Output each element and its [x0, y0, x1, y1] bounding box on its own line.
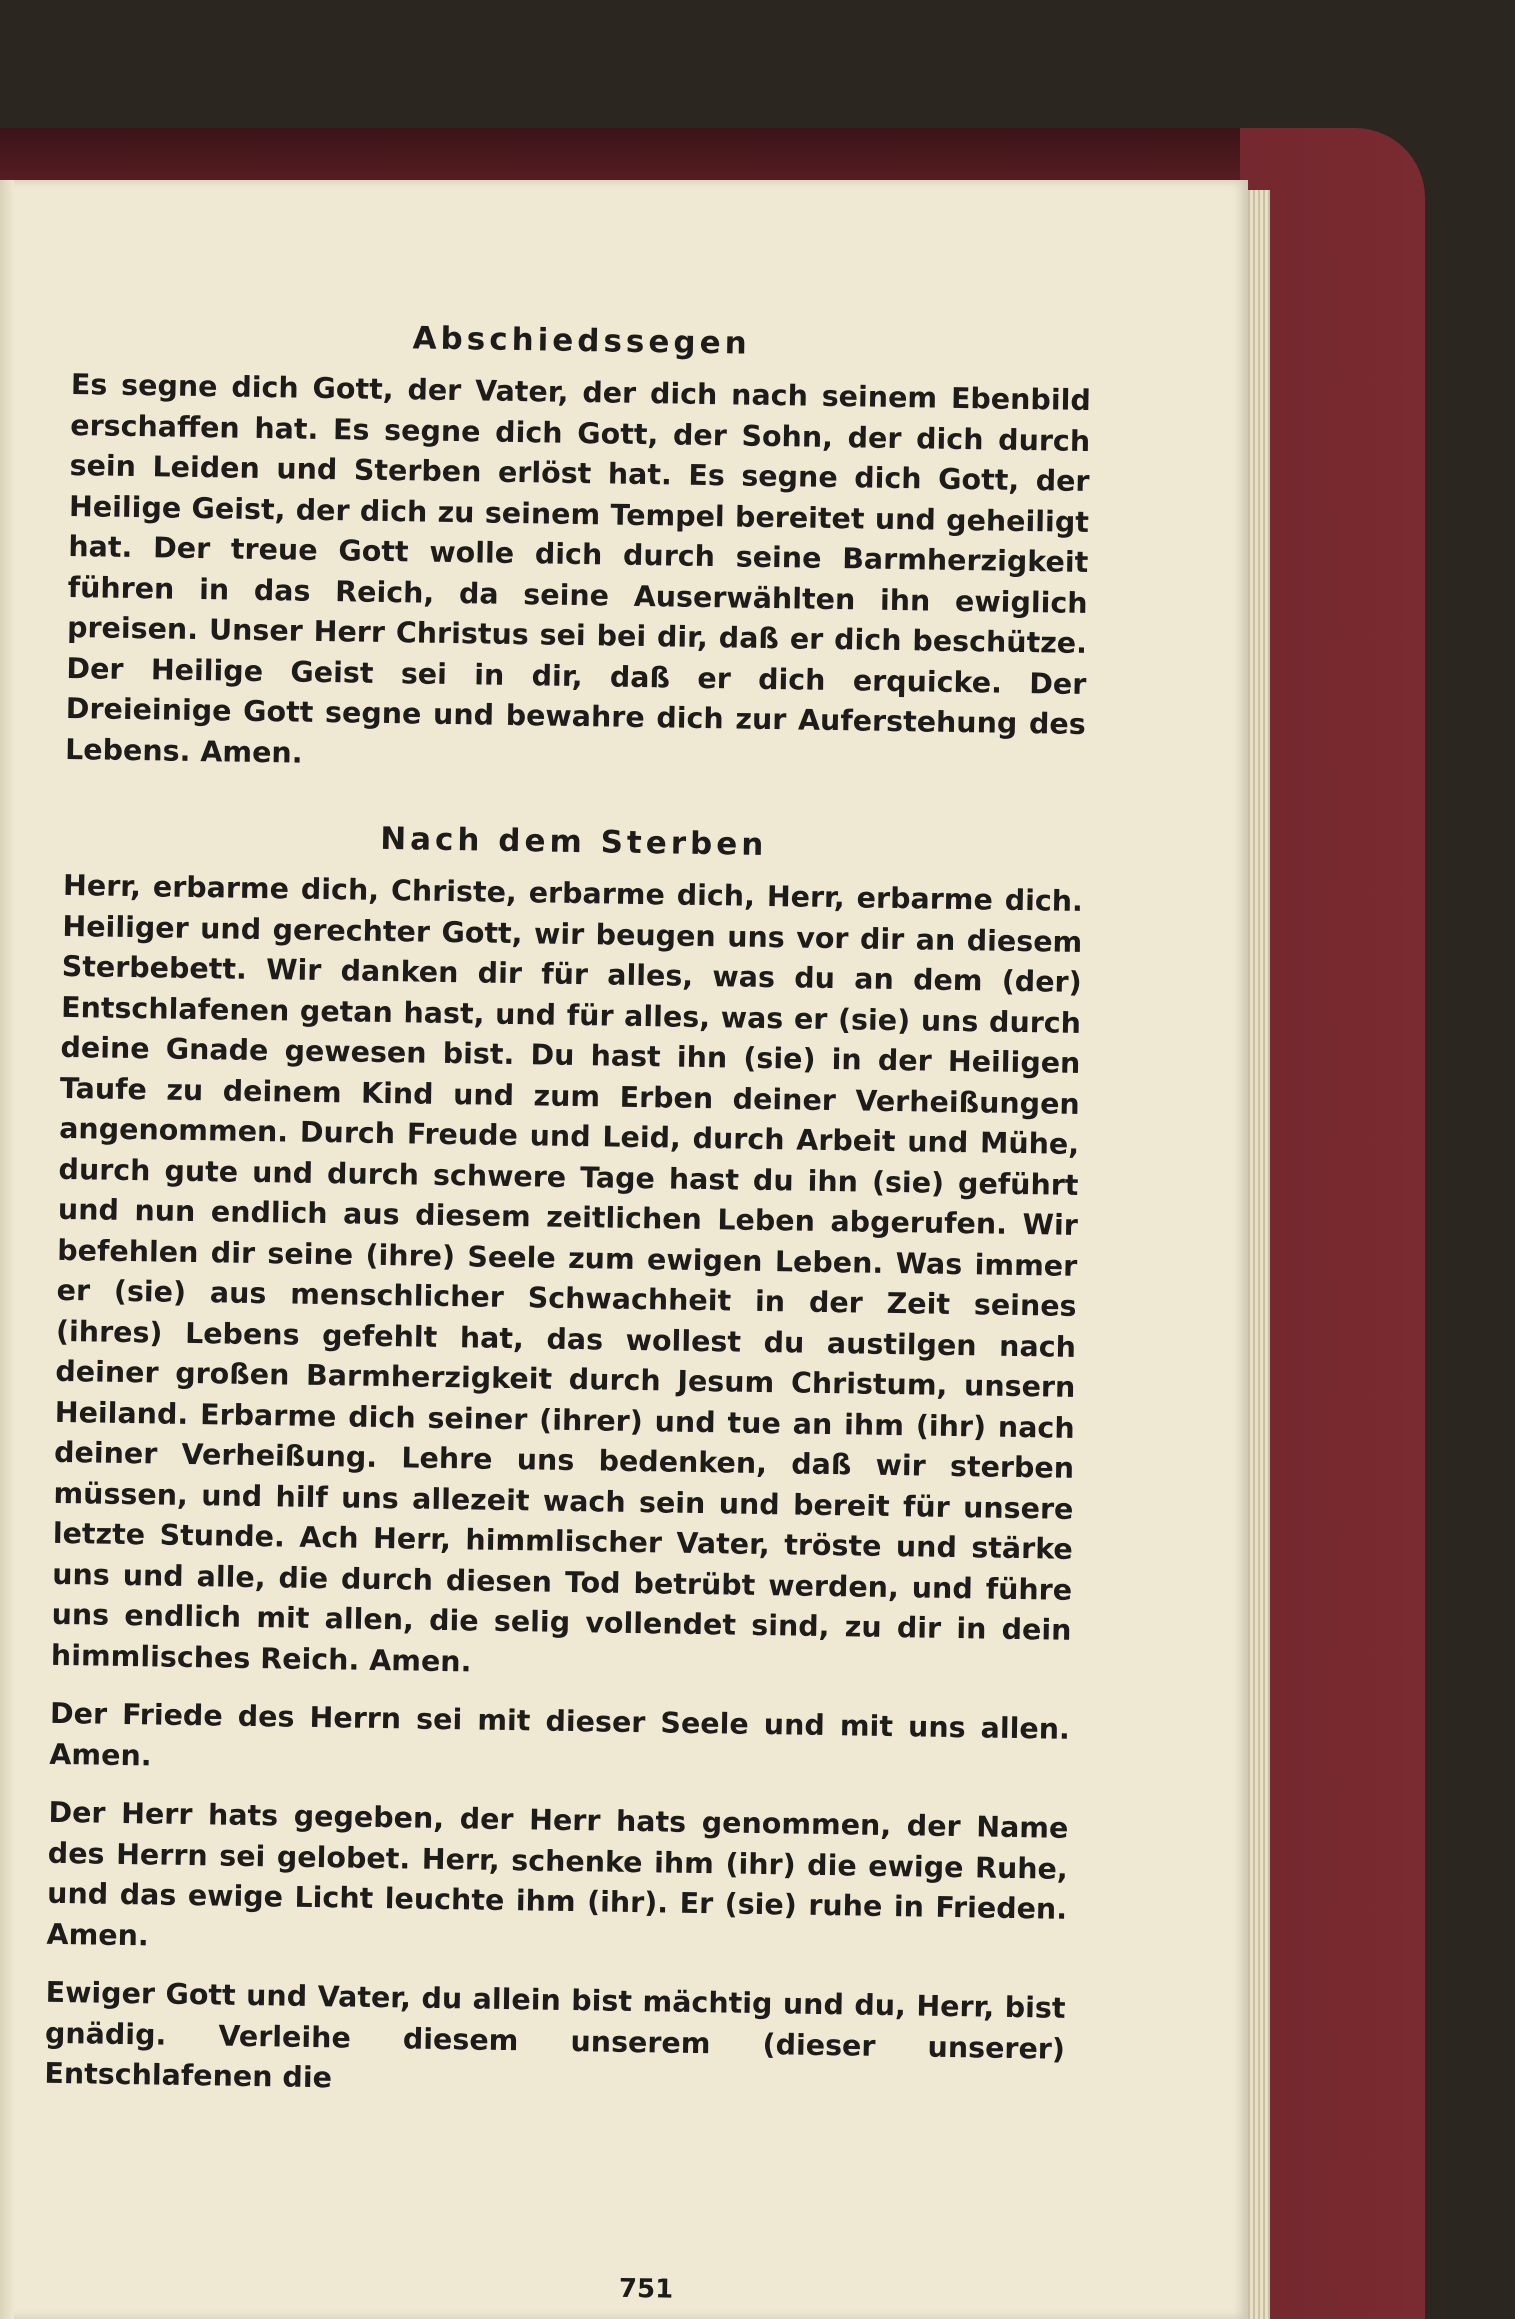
paragraph-ewiger-gott: Ewiger Gott und Vater, du allein bist mächtig und du, Herr, bist gnädig. Verleihe diesem unserem (dieser unserer) Entschlafenen die — [44, 1975, 1066, 2095]
book-spine-edge — [0, 128, 1240, 188]
paragraph-friede: Der Friede des Herrn sei mit dieser Seele und mit uns allen. Amen. — [49, 1696, 1071, 1772]
paragraph-abschiedssegen: Es segne dich Gott, der Vater, der dich nach seinem Ebenbild erschaffen hat. Es segne dich Gott, der Sohn, der dich durch sein Leiden und Sterben erlöst hat. Es segne dich Gott, der Heilige Geist, der dich zu seinem Tempel bereitet und geheiligt hat. Der treue Gott wolle dich durch seine Barmherzigkeit führen in das Reich, da seine Auserwählten ihn ewiglich preisen. Unser Herr Christus sei bei dir, daß er dich beschütze. Der Heilige Geist sei in dir, daß er dich erquicke. Der Dreieinige Gott segne und bewahre dich zur Auferstehung des Lebens. Amen. — [64, 367, 1092, 770]
paragraph-prayer: Herr, erbarme dich, Christe, erbarme dich, Herr, erbarme dich. Heiliger und gerechter Gott, wir beugen uns vor dir an diesem Sterbebett. Wir danken dir für alles, was du an dem (der) Entschlafenen getan hast, und für alles, was er (sie) uns durch deine Gnade gewesen bist. Du hast ihn (sie) in der Heiligen Taufe zu deinem Kind und zum Erben deiner Verheißungen angenommen. Durch Freude und Leid, durch Arbeit und Mühe, durch gute und durch schwere Tage hast du ihn (sie) geführt und nun endlich aus diesem zeitlichen Leben abgerufen. Wir befehlen dir seine (ihre) Seele zum ewigen Leben. Was immer er (sie) aus menschlicher Schwachheit in der Zeit seines (ihres) Lebens gefehlt hat, das wollest du austilgen nach deiner großen Barmherzigkeit durch Jesum Christum, unsern Heiland. Erbarme dich seiner (ihrer) und tue an ihm (ihr) nach deiner Verheißung. Lehre uns bedenken, daß wir sterben müssen, und hilf uns allezeit wach sein und bereit für unsere letzte Stunde. Ach Herr, himmlischer Vater, tröste und stärke uns und alle, die durch diesen Tod betrübt werden, und führe uns endlich mit allen, die selig vollendet sind, zu dir in dein himmlisches Reich. Amen. — [50, 868, 1084, 1678]
page-text-block — [44, 315, 1092, 2305]
page-number: 751 — [618, 2273, 674, 2305]
section-heading-abschiedssegen: Abschiedssegen — [412, 320, 751, 362]
page-gutter — [0, 180, 14, 2319]
paragraph-der-herr: Der Herr hats gegeben, der Herr hats genommen, der Name des Herrn sei gelobet. Herr, schenke ihm (ihr) die ewige Ruhe, und das ewige Licht leuchte ihm (ihr). Er (sie) ruhe in Frieden. Amen. — [46, 1795, 1069, 1952]
section-heading-nach-dem-sterben: Nach dem Sterben — [379, 820, 768, 863]
